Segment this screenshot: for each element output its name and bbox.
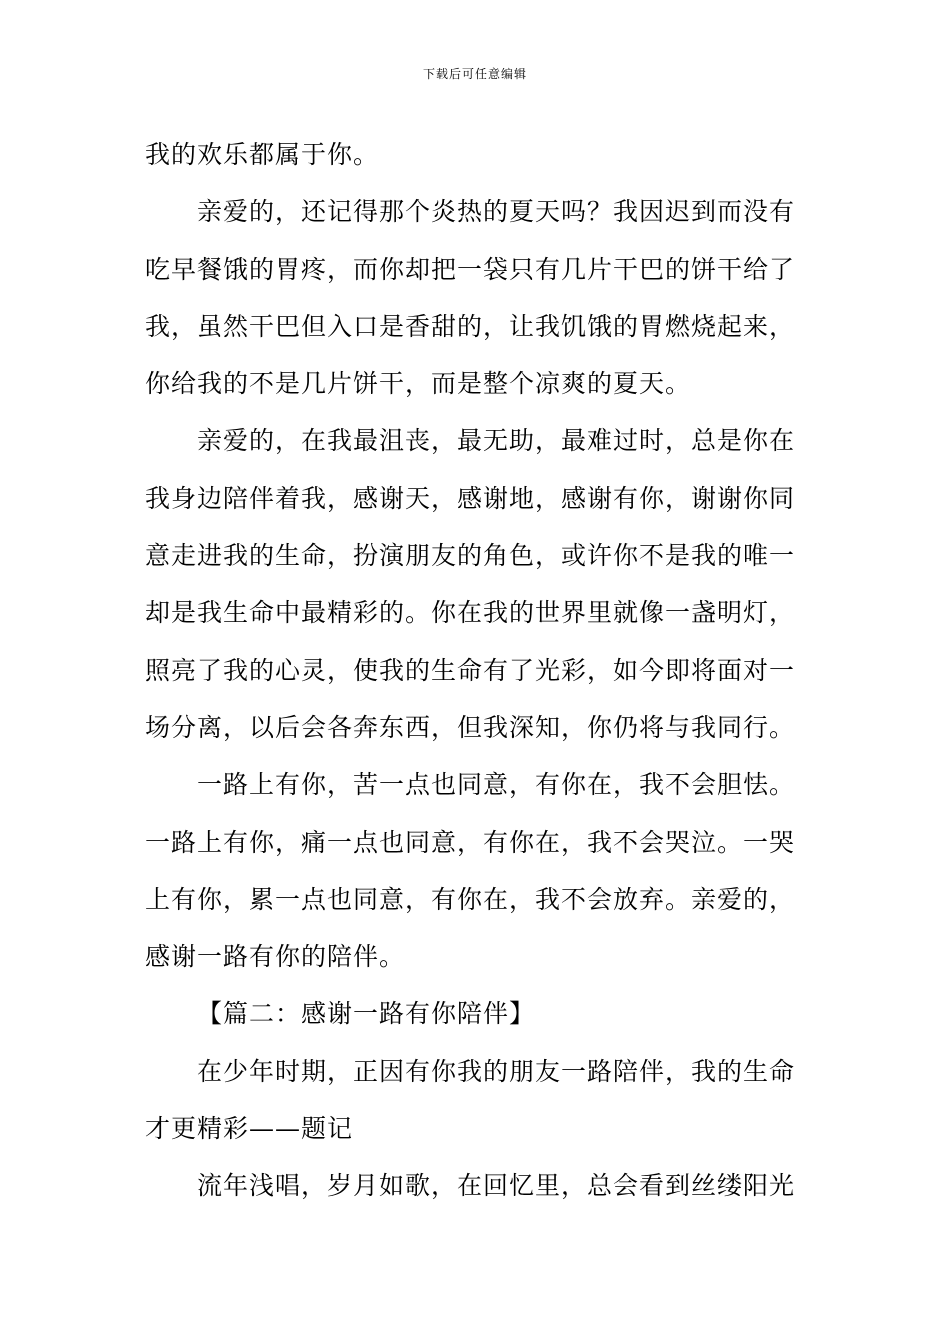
text-line: 场分离，以后会各奔东西，但我深知，你仍将与我同行。 [145,712,796,742]
text-line: 才更精彩——题记 [145,1114,354,1144]
text-line: 照亮了我的心灵，使我的生命有了光彩，如今即将面对一 [145,655,796,685]
section-heading: 【篇二：感谢一路有你陪伴】 [197,999,536,1029]
text-line: 感谢一路有你的陪伴。 [145,942,406,972]
text-line: 你给我的不是几片饼干，而是整个凉爽的夏天。 [145,369,692,399]
text-line: 流年浅唱，岁月如歌，在回忆里，总会看到丝缕阳光 [197,1171,796,1201]
text-line: 意走进我的生命，扮演朋友的角色，或许你不是我的唯一 [145,541,796,571]
text-line: 一路上有你，苦一点也同意，有你在，我不会胆怯。 [197,770,796,800]
text-line: 亲爱的，还记得那个炎热的夏天吗？我因迟到而没有 [197,197,796,227]
text-line: 我的欢乐都属于你。 [145,140,380,169]
text-line: 我身边陪伴着我，感谢天，感谢地，感谢有你，谢谢你同 [145,483,796,513]
text-line: 在少年时期，正因有你我的朋友一路陪伴，我的生命 [197,1056,796,1086]
page-header-note: 下载后可任意编辑 [422,67,527,81]
text-line: 却是我生命中最精彩的。你在我的世界里就像一盏明灯， [145,598,796,628]
text-line: 我，虽然干巴但入口是香甜的，让我饥饿的胃燃烧起来， [145,311,796,341]
text-line: 上有你，累一点也同意，有你在，我不会放弃。亲爱的， [145,884,796,914]
text-line: 吃早餐饿的胃疼，而你却把一袋只有几片干巴的饼干给了 [145,254,796,284]
document-body [145,126,810,1215]
text-line: 亲爱的，在我最沮丧，最无助，最难过时，总是你在 [197,426,796,456]
text-line: 一路上有你，痛一点也同意，有你在，我不会哭泣。一哭 [145,827,796,857]
